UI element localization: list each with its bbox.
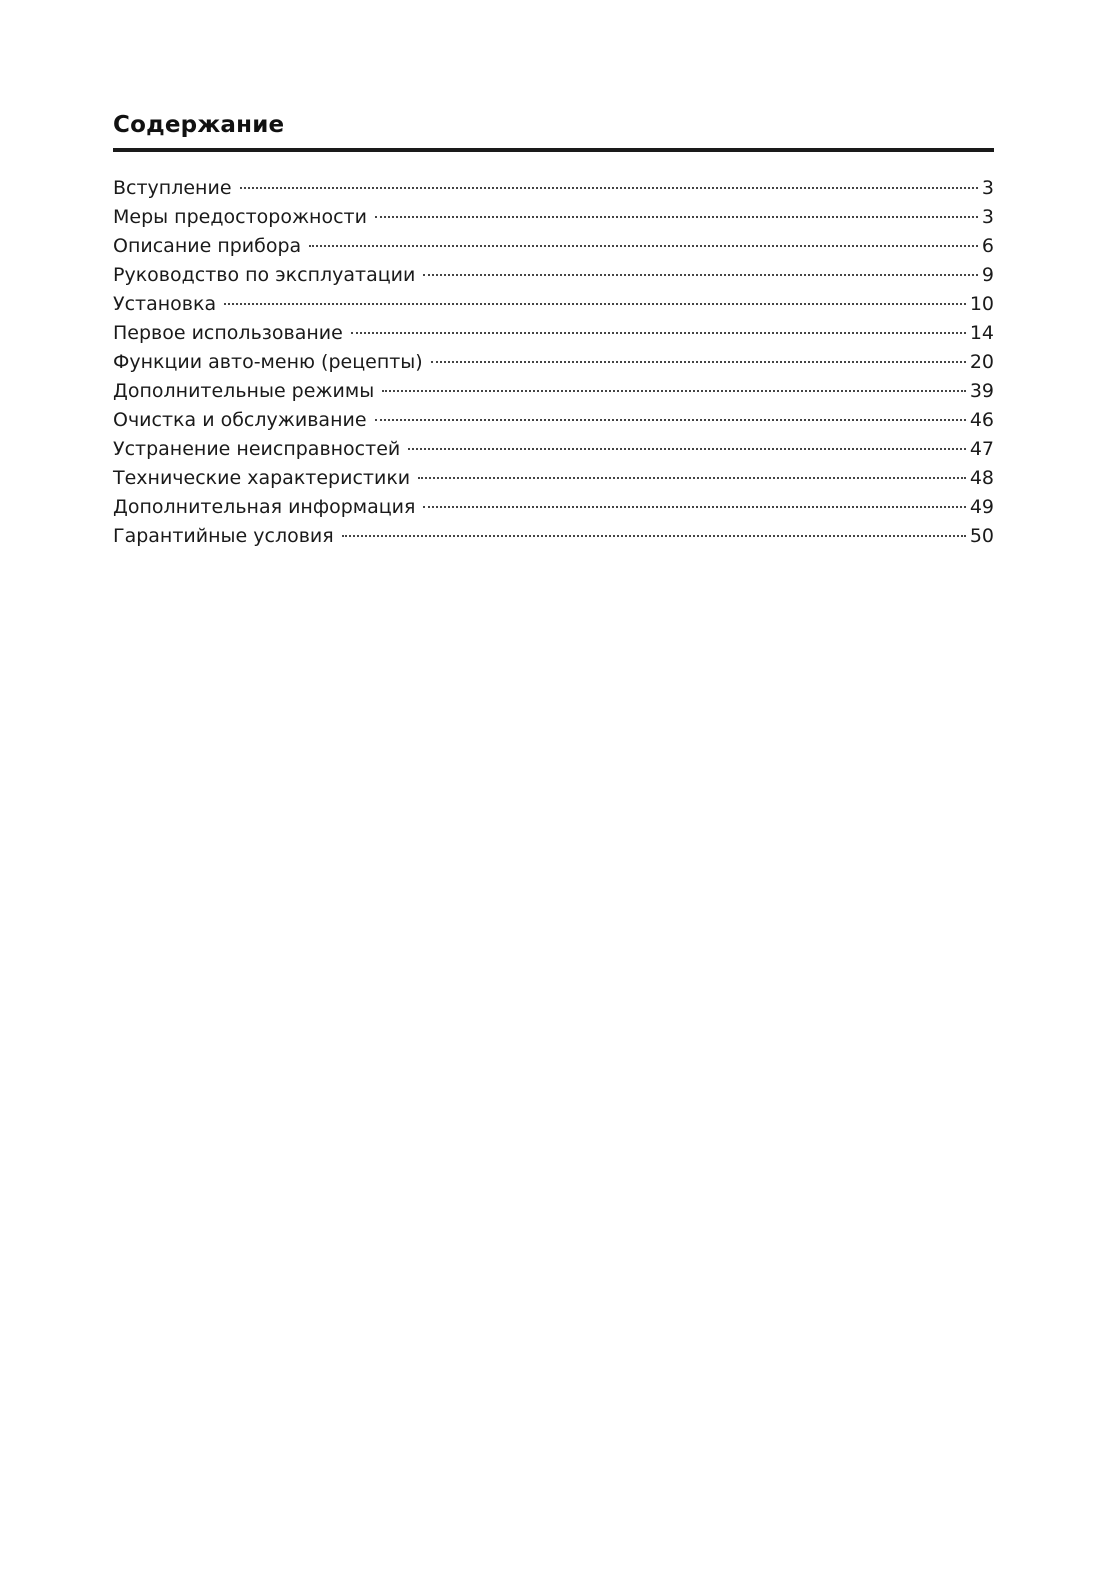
- dot-leader: [375, 419, 966, 421]
- toc-item-label: Дополнительная информация: [113, 496, 416, 518]
- toc-item-label: Меры предосторожности: [113, 206, 367, 228]
- toc-item-label: Описание прибора: [113, 235, 302, 257]
- toc-item-label: Функции авто-меню (рецепты): [113, 351, 423, 373]
- toc-item-label: Гарантийные условия: [113, 525, 334, 547]
- toc-item-introduction[interactable]: [113, 174, 994, 203]
- dot-leader: [423, 506, 965, 508]
- toc-item-precautions[interactable]: [113, 203, 994, 232]
- toc-list: [113, 174, 994, 551]
- title-divider: [113, 148, 994, 152]
- toc-item-additional-modes[interactable]: [113, 377, 994, 406]
- toc-item-label: Вступление: [113, 177, 232, 199]
- dot-leader: [309, 245, 978, 247]
- toc-item-cleaning[interactable]: [113, 406, 994, 435]
- toc-item-label: Руководство по эксплуатации: [113, 264, 416, 286]
- dot-leader: [418, 477, 966, 479]
- toc-item-page: 50: [969, 525, 994, 547]
- toc-item-label: Дополнительные режимы: [113, 380, 375, 402]
- toc-item-page: 3: [981, 177, 994, 199]
- toc-item-page: 9: [981, 264, 994, 286]
- toc-item-additional-info[interactable]: [113, 493, 994, 522]
- toc-item-page: 10: [969, 293, 994, 315]
- toc-item-auto-menu[interactable]: [113, 348, 994, 377]
- dot-leader: [408, 448, 966, 450]
- toc-item-operating-manual[interactable]: [113, 261, 994, 290]
- toc-item-label: Первое использование: [113, 322, 343, 344]
- toc-item-label: Очистка и обслуживание: [113, 409, 367, 431]
- toc-item-page: 46: [969, 409, 994, 431]
- toc-item-page: 47: [969, 438, 994, 460]
- toc-item-label: Устранение неисправностей: [113, 438, 401, 460]
- toc-item-page: 6: [981, 235, 994, 257]
- toc-item-warranty[interactable]: [113, 522, 994, 551]
- toc-item-page: 48: [969, 467, 994, 489]
- toc-item-page: 39: [969, 380, 994, 402]
- table-of-contents: [113, 110, 994, 551]
- dot-leader: [240, 187, 978, 189]
- dot-leader: [375, 216, 978, 218]
- toc-item-page: 3: [981, 206, 994, 228]
- toc-title: Содержание: [113, 112, 285, 138]
- toc-item-troubleshooting[interactable]: [113, 435, 994, 464]
- dot-leader: [224, 303, 966, 305]
- toc-item-label: Установка: [113, 293, 217, 315]
- toc-item-label: Технические характеристики: [113, 467, 411, 489]
- toc-item-first-use[interactable]: [113, 319, 994, 348]
- dot-leader: [351, 332, 966, 334]
- dot-leader: [431, 361, 966, 363]
- toc-item-specifications[interactable]: [113, 464, 994, 493]
- toc-item-device-description[interactable]: [113, 232, 994, 261]
- dot-leader: [423, 274, 978, 276]
- toc-item-page: 20: [969, 351, 994, 373]
- dot-leader: [382, 390, 966, 392]
- toc-item-page: 49: [969, 496, 994, 518]
- dot-leader: [342, 535, 966, 537]
- toc-item-page: 14: [969, 322, 994, 344]
- toc-item-installation[interactable]: [113, 290, 994, 319]
